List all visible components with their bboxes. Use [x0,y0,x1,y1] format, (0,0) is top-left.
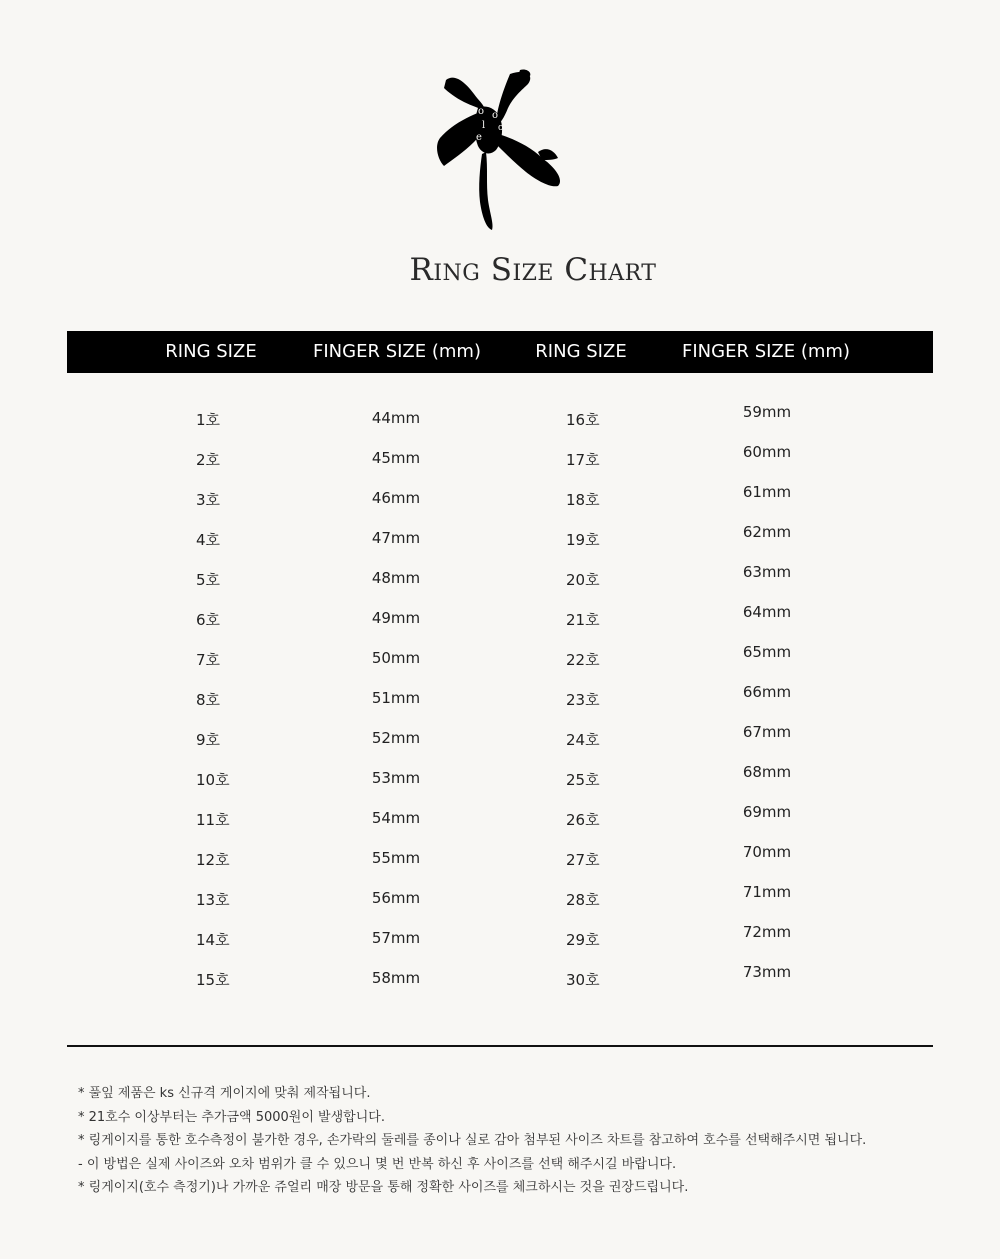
logo-letter-e: e [476,132,482,143]
finger-size-cell: 53mm [371,769,421,787]
ring-size-cell: 26호 [566,811,600,829]
finger-size-cell: 68mm [742,763,792,781]
finger-size-cell: 54mm [371,809,421,827]
ring-size-cell: 20호 [566,571,600,589]
ring-size-cell: 1호 [196,411,221,429]
table-row [0,600,1000,640]
finger-size-cell: 62mm [742,523,792,541]
page-title: Ring Size Chart [409,252,657,288]
finger-size-cell: 58mm [371,969,421,987]
logo-wordmark: olea [498,123,517,133]
note-line: * 풀잎 제품은 ks 신규격 게이지에 맞춰 제작됩니다. [78,1086,371,1101]
finger-size-cell: 44mm [371,409,421,427]
ring-size-cell: 8호 [196,691,221,709]
finger-size-cell: 64mm [742,603,792,621]
finger-size-cell: 48mm [371,569,421,587]
finger-size-cell: 71mm [742,883,792,901]
header-finger-size-1: FINGER SIZE (mm) [313,341,481,362]
ring-size-cell: 19호 [566,531,600,549]
ring-size-cell: 5호 [196,571,221,589]
logo-letter-o1: o [478,106,485,117]
ring-size-cell: 16호 [566,411,600,429]
table-row [0,920,1000,960]
ring-size-cell: 11호 [196,811,230,829]
ring-size-cell: 12호 [196,851,230,869]
finger-size-cell: 50mm [371,649,421,667]
ring-size-cell: 9호 [196,731,221,749]
ring-size-cell: 15호 [196,971,230,989]
finger-size-cell: 73mm [742,963,792,981]
finger-size-cell: 60mm [742,443,792,461]
ring-size-cell: 21호 [566,611,600,629]
finger-size-cell: 59mm [742,403,792,421]
finger-size-cell: 46mm [371,489,421,507]
note-line: - 이 방법은 실제 사이즈와 오차 범위가 클 수 있으니 몇 번 반복 하신 후 사이즈를 선택 해주시길 바랍니다. [78,1156,677,1172]
finger-size-cell: 65mm [742,643,792,661]
table-row [0,440,1000,480]
ring-size-cell: 24호 [566,731,600,749]
finger-size-cell: 56mm [371,889,421,907]
table-row [0,840,1000,880]
finger-size-cell: 69mm [742,803,792,821]
logo-letter-l: l [482,120,486,131]
ring-size-cell: 29호 [566,931,600,949]
finger-size-cell: 45mm [371,449,421,467]
ring-size-cell: 27호 [566,851,600,869]
table-row [0,520,1000,560]
table-row [0,720,1000,760]
finger-size-cell: 63mm [742,563,792,581]
finger-size-cell: 49mm [371,609,421,627]
ring-size-cell: 17호 [566,451,600,469]
ring-size-cell: 14호 [196,931,230,949]
header-ring-size-1: RING SIZE [165,341,257,362]
header-ring-size-2: RING SIZE [535,341,627,362]
ring-size-cell: 6호 [196,611,221,629]
ring-size-cell: 2호 [196,451,221,469]
divider [67,1045,933,1047]
notes [78,1082,958,1200]
finger-size-cell: 47mm [371,529,421,547]
table-header [67,331,933,373]
finger-size-cell: 72mm [742,923,792,941]
note-line: * 21호수 이상부터는 추가금액 5000원이 발생합니다. [78,1109,385,1125]
table-row [0,680,1000,720]
ring-size-cell: 25호 [566,771,600,789]
ring-size-cell: 23호 [566,691,600,709]
ring-size-cell: 10호 [196,771,230,789]
finger-size-cell: 70mm [742,843,792,861]
ring-size-cell: 28호 [566,891,600,909]
ring-size-cell: 18호 [566,491,600,509]
finger-size-cell: 57mm [371,929,421,947]
ring-size-cell: 13호 [196,891,230,909]
note-line: * 링게이지(호수 측정기)나 가까운 쥬얼리 매장 방문을 통해 정확한 사이즈를 체크하시는 것을 권장드립니다. [78,1180,689,1195]
table-row [0,880,1000,920]
table-row [0,800,1000,840]
note-line: * 링게이지를 통한 호수측정이 불가한 경우, 손가락의 둘레를 종이나 실로 감아 첨부된 사이즈 차트를 참고하여 호수를 선택해주시면 됩니다. [78,1133,867,1148]
table-row [0,560,1000,600]
olea-logo [430,68,566,230]
logo-letter-o2: o [492,110,499,121]
ring-size-cell: 7호 [196,651,221,669]
finger-size-cell: 52mm [371,729,421,747]
ring-size-cell: 3호 [196,491,221,509]
table-row [0,760,1000,800]
table-row [0,640,1000,680]
ring-size-cell: 30호 [566,971,600,989]
table-row [0,480,1000,520]
finger-size-cell: 51mm [371,689,421,707]
finger-size-cell: 55mm [371,849,421,867]
table-row [0,960,1000,1000]
finger-size-cell: 61mm [742,483,792,501]
header-finger-size-2: FINGER SIZE (mm) [682,341,850,362]
finger-size-cell: 67mm [742,723,792,741]
ring-size-cell: 4호 [196,531,221,549]
table-row [0,400,1000,440]
size-table [0,400,1000,1000]
finger-size-cell: 66mm [742,683,792,701]
ring-size-cell: 22호 [566,651,600,669]
